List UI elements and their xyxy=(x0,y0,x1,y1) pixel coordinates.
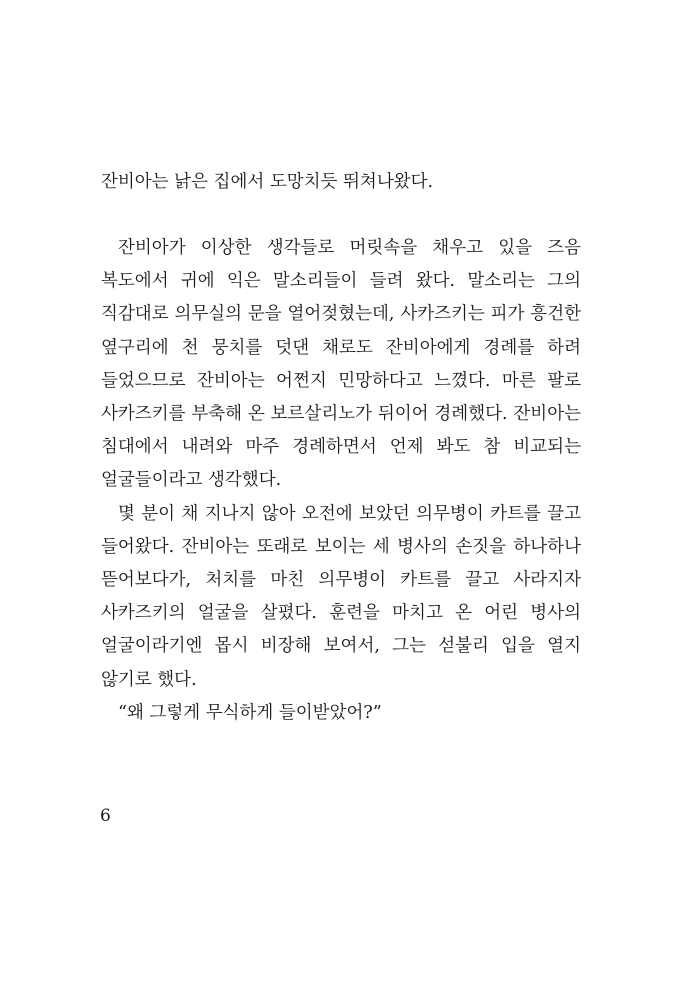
page-number: 6 xyxy=(100,806,111,826)
paragraph-dialogue: “왜 그렇게 무식하게 들이받았어?” xyxy=(118,702,382,723)
paragraph-medic: 몇 분이 채 지나지 않아 오전에 보았던 의무병이 카트를 끌고 들어왔다. 잔비아는 또래로 보이는 세 병사의 손짓을 하나하나 뜯어보다가, 처치를 마친 의무병이 카트를 끌고 사라지자 사카즈키의 얼굴을 살폈다. 훈련을 마치고 온 어린 병사의 얼굴이라기엔 몹시 비장해 보여서, 그는 섣불리 입을 열지 않기로 했다. xyxy=(101,503,581,690)
paragraph-opening: 잔비아는 낡은 집에서 도망치듯 뛰쳐나왔다. xyxy=(101,172,434,192)
body-text xyxy=(101,232,581,730)
paragraph-reunion: 잔비아가 이상한 생각들로 머릿속을 채우고 있을 즈음 복도에서 귀에 익은 말소리들이 들려 왔다. 말소리는 그의 직감대로 의무실의 문을 열어젖혔는데, 사카즈키는 피가 흥건한 옆구리에 천 뭉치를 덧댄 채로도 잔비아에게 경례를 하려 들었으므로 잔비아는 어쩐지 민망하다고 느꼈다. 마른 팔로 사카즈키를 부축해 온 보르살리노가 뒤이어 경례했다. 잔비아는 침대에서 내려와 마주 경례하면서 언제 봐도 참 비교되는 얼굴들이라고 생각했다. xyxy=(101,238,581,491)
